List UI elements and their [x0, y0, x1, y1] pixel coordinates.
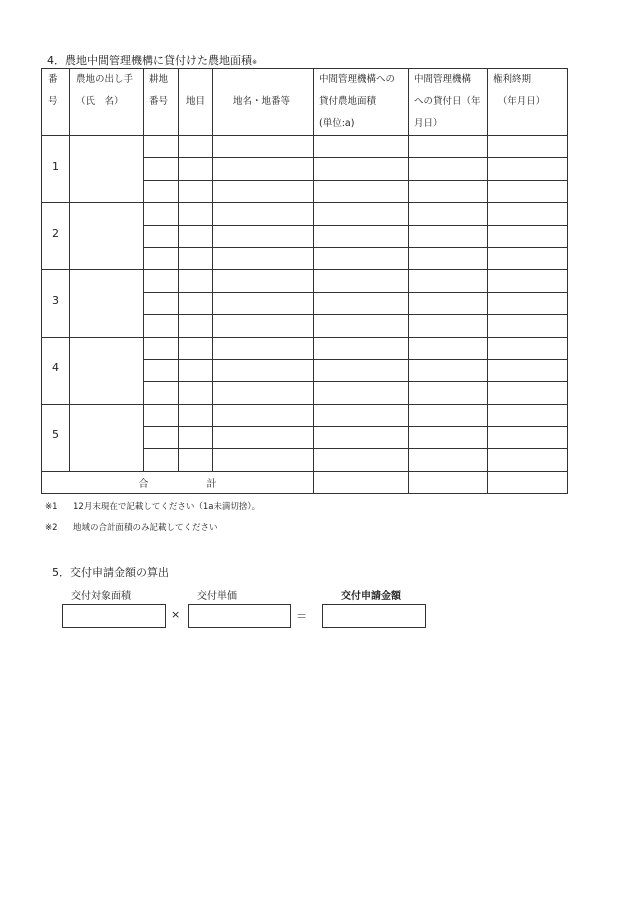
title-note-mark: ※: [252, 59, 258, 66]
area-cell[interactable]: [314, 203, 409, 225]
header-lending-date: 中間管理機構 への貸付日（年 月日）: [409, 69, 488, 136]
equals-sign: ＝: [296, 610, 307, 623]
end-date-cell[interactable]: [488, 337, 568, 359]
end-date-cell[interactable]: [488, 180, 568, 202]
end-date-cell[interactable]: [488, 225, 568, 247]
date-cell[interactable]: [409, 158, 488, 180]
end-date-cell[interactable]: [488, 449, 568, 471]
location-cell[interactable]: [213, 180, 314, 202]
end-date-cell[interactable]: [488, 404, 568, 426]
location-cell[interactable]: [213, 270, 314, 292]
date-cell[interactable]: [409, 292, 488, 314]
plot-number-cell[interactable]: [144, 292, 179, 314]
lender-name-cell[interactable]: [70, 404, 144, 471]
note-2: ※2 地域の合計面積のみ記載してください: [45, 523, 218, 533]
land-category-cell[interactable]: [179, 225, 213, 247]
plot-number-cell[interactable]: [144, 315, 179, 337]
land-category-cell[interactable]: [179, 404, 213, 426]
area-cell[interactable]: [314, 359, 409, 381]
land-category-cell[interactable]: [179, 315, 213, 337]
plot-number-cell[interactable]: [144, 180, 179, 202]
plot-number-cell[interactable]: [144, 449, 179, 471]
table-row: [42, 203, 568, 225]
location-cell[interactable]: [213, 359, 314, 381]
date-cell[interactable]: [409, 315, 488, 337]
lender-name-cell[interactable]: [70, 203, 144, 270]
area-cell[interactable]: [314, 427, 409, 449]
end-date-cell[interactable]: [488, 247, 568, 269]
unit-price-label: 交付単価: [197, 591, 237, 602]
lender-name-cell[interactable]: [70, 337, 144, 404]
plot-number-cell[interactable]: [144, 359, 179, 381]
unit-price-field[interactable]: [188, 604, 291, 628]
group-number: 3: [42, 270, 70, 337]
area-cell[interactable]: [314, 247, 409, 269]
location-cell[interactable]: [213, 247, 314, 269]
plot-number-cell[interactable]: [144, 158, 179, 180]
total-label: 合 計: [42, 471, 314, 493]
location-cell[interactable]: [213, 292, 314, 314]
note-1: ※1 12月末現在で記載してください（1a未満切捨）。: [45, 502, 261, 512]
land-category-cell[interactable]: [179, 292, 213, 314]
end-date-cell[interactable]: [488, 427, 568, 449]
area-cell[interactable]: [314, 180, 409, 202]
location-cell[interactable]: [213, 315, 314, 337]
application-amount-field[interactable]: [322, 604, 426, 628]
table-row: [42, 404, 568, 426]
area-cell[interactable]: [314, 382, 409, 404]
location-cell[interactable]: [213, 203, 314, 225]
group-number: 1: [42, 136, 70, 203]
date-cell[interactable]: [409, 225, 488, 247]
location-cell[interactable]: [213, 136, 314, 158]
times-sign: ×: [171, 608, 181, 621]
area-cell[interactable]: [314, 270, 409, 292]
area-cell[interactable]: [314, 315, 409, 337]
date-cell[interactable]: [409, 180, 488, 202]
date-cell[interactable]: [409, 427, 488, 449]
target-area-label: 交付対象面積: [71, 591, 131, 602]
total-end-date-cell: [488, 471, 568, 493]
area-cell[interactable]: [314, 404, 409, 426]
end-date-cell[interactable]: [488, 315, 568, 337]
section-5-title: 5．交付申請金額の算出: [52, 566, 169, 579]
area-cell[interactable]: [314, 292, 409, 314]
date-cell[interactable]: [409, 247, 488, 269]
lender-name-cell[interactable]: [70, 136, 144, 203]
land-category-cell[interactable]: [179, 449, 213, 471]
plot-number-cell[interactable]: [144, 225, 179, 247]
land-category-cell[interactable]: [179, 203, 213, 225]
date-cell[interactable]: [409, 359, 488, 381]
plot-number-cell[interactable]: [144, 427, 179, 449]
area-cell[interactable]: [314, 136, 409, 158]
date-cell[interactable]: [409, 449, 488, 471]
plot-number-cell[interactable]: [144, 337, 179, 359]
date-cell[interactable]: [409, 382, 488, 404]
table-row: [42, 270, 568, 292]
location-cell[interactable]: [213, 427, 314, 449]
application-amount-label: 交付申請金額: [341, 591, 401, 602]
land-category-cell[interactable]: [179, 270, 213, 292]
table-body: [42, 136, 568, 494]
area-cell[interactable]: [314, 337, 409, 359]
total-row: [42, 471, 568, 493]
end-date-cell[interactable]: [488, 158, 568, 180]
plot-number-cell[interactable]: [144, 404, 179, 426]
header-plot-number: 耕地 番号: [144, 69, 179, 136]
date-cell[interactable]: [409, 337, 488, 359]
group-number: 2: [42, 203, 70, 270]
land-category-cell[interactable]: [179, 136, 213, 158]
group-number: 5: [42, 404, 70, 471]
plot-number-cell[interactable]: [144, 136, 179, 158]
land-category-cell[interactable]: [179, 427, 213, 449]
date-cell[interactable]: [409, 404, 488, 426]
total-date-cell: [409, 471, 488, 493]
end-date-cell[interactable]: [488, 270, 568, 292]
location-cell[interactable]: [213, 382, 314, 404]
lender-name-cell[interactable]: [70, 270, 144, 337]
area-cell[interactable]: [314, 225, 409, 247]
plot-number-cell[interactable]: [144, 270, 179, 292]
end-date-cell[interactable]: [488, 203, 568, 225]
location-cell[interactable]: [213, 337, 314, 359]
end-date-cell[interactable]: [488, 136, 568, 158]
land-category-cell[interactable]: [179, 158, 213, 180]
header-land-category: 地目: [179, 69, 213, 136]
header-lent-area: 中間管理機構への 貸付農地面積 (単位:a): [314, 69, 409, 136]
header-row: [42, 69, 568, 136]
location-cell[interactable]: [213, 225, 314, 247]
section-4-title: 4．農地中間管理機構に貸付けた農地面積※: [47, 54, 258, 67]
group-number: 4: [42, 337, 70, 404]
land-category-cell[interactable]: [179, 180, 213, 202]
plot-number-cell[interactable]: [144, 247, 179, 269]
date-cell[interactable]: [409, 136, 488, 158]
plot-number-cell[interactable]: [144, 203, 179, 225]
table-row: [42, 337, 568, 359]
target-area-field[interactable]: [62, 604, 166, 628]
header-right-end-date: 権利終期 （年月日）: [488, 69, 568, 136]
lending-area-table: [41, 68, 568, 494]
land-category-cell[interactable]: [179, 359, 213, 381]
land-category-cell[interactable]: [179, 337, 213, 359]
end-date-cell[interactable]: [488, 382, 568, 404]
table-row: [42, 136, 568, 158]
area-cell[interactable]: [314, 158, 409, 180]
header-no: 番 号: [42, 69, 70, 136]
location-cell[interactable]: [213, 158, 314, 180]
end-date-cell[interactable]: [488, 292, 568, 314]
date-cell[interactable]: [409, 270, 488, 292]
area-cell[interactable]: [314, 449, 409, 471]
land-category-cell[interactable]: [179, 247, 213, 269]
location-cell[interactable]: [213, 404, 314, 426]
date-cell[interactable]: [409, 203, 488, 225]
location-cell[interactable]: [213, 449, 314, 471]
header-lender: 農地の出し手 （氏 名）: [70, 69, 144, 136]
end-date-cell[interactable]: [488, 359, 568, 381]
header-location: 地名・地番等: [213, 69, 314, 136]
land-category-cell[interactable]: [179, 382, 213, 404]
total-area-cell[interactable]: [314, 471, 409, 493]
plot-number-cell[interactable]: [144, 382, 179, 404]
